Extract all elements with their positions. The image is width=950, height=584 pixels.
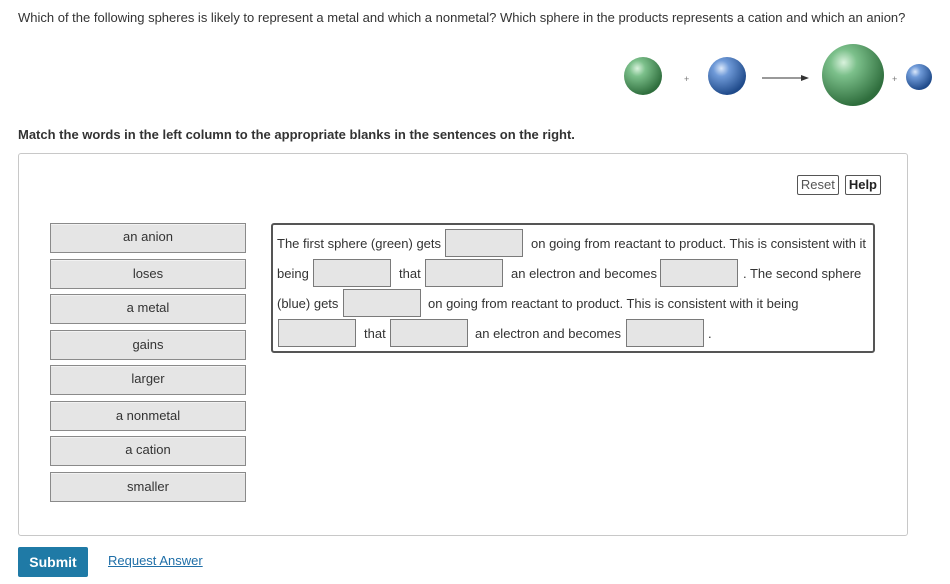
blank-5[interactable] <box>343 289 421 317</box>
toolbar <box>797 175 881 195</box>
word-tile-a-cation[interactable]: a cation <box>50 436 246 466</box>
plus-sign-reactants: + <box>684 74 690 84</box>
sentence-text-1: The first sphere (green) gets <box>277 236 442 251</box>
sentence-text-3: being <box>277 266 309 281</box>
word-tile-loses[interactable]: loses <box>50 259 246 289</box>
matching-panel <box>18 153 908 536</box>
blank-8[interactable] <box>626 319 704 347</box>
sentence-area <box>271 223 875 353</box>
sentence-text-6: . The second sphere <box>743 266 862 281</box>
sentence-text-4: that <box>399 266 421 281</box>
blue-sphere-reactant <box>708 57 746 95</box>
sentence-text-8: on going from reactant to product. This is consistent with it being <box>428 296 799 311</box>
sentence-text-11: . <box>708 326 712 341</box>
submit-button[interactable]: Submit <box>18 547 88 577</box>
word-bank <box>50 223 246 507</box>
blank-6[interactable] <box>278 319 356 347</box>
word-tile-an-anion[interactable]: an anion <box>50 223 246 253</box>
reaction-diagram <box>620 40 940 112</box>
blank-2[interactable] <box>313 259 391 287</box>
instruction-text: Match the words in the left column to the appropriate blanks in the sentences on the right. <box>18 127 575 142</box>
word-tile-smaller[interactable]: smaller <box>50 472 246 502</box>
reaction-arrowhead <box>801 75 809 81</box>
word-tile-gains[interactable]: gains <box>50 330 246 360</box>
word-tile-larger[interactable]: larger <box>50 365 246 395</box>
sentence-text-2: on going from reactant to product. This is consistent with it <box>531 236 867 251</box>
sentence-text-10: an electron and becomes <box>475 326 621 341</box>
sentence-text-5: an electron and becomes <box>511 266 657 281</box>
green-sphere-product <box>822 44 884 106</box>
sentence-text-9: that <box>364 326 386 341</box>
blue-sphere-product <box>906 64 932 90</box>
green-sphere-reactant <box>624 57 662 95</box>
blank-7[interactable] <box>390 319 468 347</box>
reset-button[interactable]: Reset <box>797 175 839 195</box>
word-tile-a-nonmetal[interactable]: a nonmetal <box>50 401 246 431</box>
sentence-text-7: (blue) gets <box>277 296 339 311</box>
help-button[interactable]: Help <box>845 175 881 195</box>
blank-4[interactable] <box>660 259 738 287</box>
blank-1[interactable] <box>445 229 523 257</box>
request-answer-link[interactable]: Request Answer <box>108 553 203 568</box>
word-tile-a-metal[interactable]: a metal <box>50 294 246 324</box>
plus-sign-products: + <box>892 74 898 84</box>
blank-3[interactable] <box>425 259 503 287</box>
question-text: Which of the following spheres is likely to represent a metal and which a nonmetal? Which sphere in the products represents a cation and which an anion? <box>18 10 906 25</box>
